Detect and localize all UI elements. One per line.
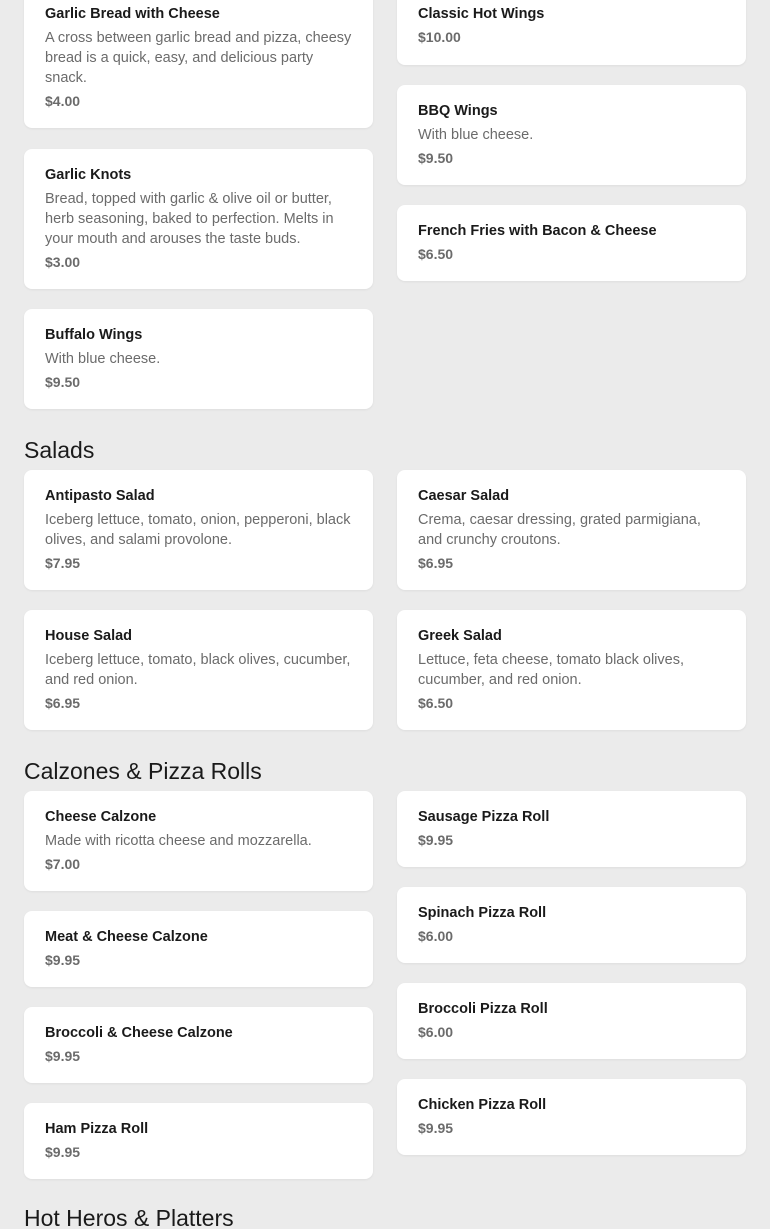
menu-item-price: $9.50 (418, 150, 454, 166)
menu-item-price: $9.95 (45, 1144, 81, 1160)
menu-item-price: $9.50 (45, 374, 81, 390)
menu-item-price: $6.50 (418, 695, 454, 711)
menu-item-card[interactable] (397, 85, 746, 185)
menu-item-name: Broccoli & Cheese Calzone (45, 1025, 233, 1041)
menu-item-price: $6.50 (418, 246, 454, 262)
menu-item-card[interactable] (24, 791, 373, 891)
menu-item-card[interactable] (24, 1007, 373, 1083)
menu-item-card[interactable] (24, 309, 373, 409)
menu-item-price: $3.00 (45, 254, 81, 270)
menu-item-price: $9.95 (45, 1048, 81, 1064)
menu-item-card[interactable] (397, 983, 746, 1059)
menu-item-name: Garlic Bread with Cheese (45, 6, 220, 22)
menu-item-name: Caesar Salad (418, 488, 510, 504)
menu-item-name: Classic Hot Wings (418, 6, 545, 22)
menu-item-description: With blue cheese. (45, 351, 161, 367)
menu-item-name: Garlic Knots (45, 167, 132, 183)
menu-item-description: Lettuce, feta cheese, tomato black olives, cucumber, and red onion. (418, 652, 684, 688)
menu-item-card[interactable] (397, 610, 746, 730)
menu-item-name: Meat & Cheese Calzone (45, 929, 208, 945)
menu-item-card[interactable] (24, 470, 373, 590)
menu-item-name: Antipasto Salad (45, 488, 155, 504)
menu-item-name: Chicken Pizza Roll (418, 1097, 547, 1113)
menu-item-name: BBQ Wings (418, 103, 498, 119)
section-title-salads: Salads (24, 437, 95, 463)
menu-item-card[interactable] (24, 149, 373, 289)
menu-item-price: $4.00 (45, 93, 81, 109)
menu-item-card[interactable] (397, 0, 746, 65)
menu-item-price: $9.95 (45, 952, 81, 968)
menu-item-price: $6.00 (418, 928, 454, 944)
menu-item-card[interactable] (24, 911, 373, 987)
menu-item-description: Crema, caesar dressing, grated parmigiana, and crunchy croutons. (418, 512, 701, 548)
menu-item-name: Spinach Pizza Roll (418, 905, 547, 921)
menu-item-description: Iceberg lettuce, tomato, onion, pepperoni, black olives, and salami provolone. (45, 512, 351, 548)
menu-item-card[interactable] (24, 610, 373, 730)
menu-item-description: A cross between garlic bread and pizza, cheesy bread is a quick, easy, and delicious party snack. (45, 30, 352, 86)
menu-item-price: $9.95 (418, 832, 454, 848)
menu-item-price: $6.95 (45, 695, 81, 711)
menu-item-price: $10.00 (418, 29, 461, 45)
menu-item-name: Sausage Pizza Roll (418, 809, 550, 825)
menu-item-price: $7.00 (45, 856, 81, 872)
menu-item-description: With blue cheese. (418, 127, 534, 143)
menu-item-name: Greek Salad (418, 628, 502, 644)
menu-item-card[interactable] (397, 470, 746, 590)
menu-item-card[interactable] (397, 205, 746, 281)
menu-item-name: Cheese Calzone (45, 809, 157, 825)
menu-item-description: Iceberg lettuce, tomato, black olives, cucumber, and red onion. (45, 652, 351, 688)
menu-item-name: Ham Pizza Roll (45, 1121, 149, 1137)
menu-item-card[interactable] (24, 0, 373, 128)
menu-item-name: Broccoli Pizza Roll (418, 1001, 548, 1017)
menu-item-price: $6.95 (418, 555, 454, 571)
menu-item-name: Buffalo Wings (45, 327, 143, 343)
menu-item-price: $6.00 (418, 1024, 454, 1040)
menu-item-price: $7.95 (45, 555, 81, 571)
menu-item-price: $9.95 (418, 1120, 454, 1136)
menu-item-name: House Salad (45, 628, 133, 644)
menu-item-card[interactable] (397, 1079, 746, 1155)
menu-item-card[interactable] (24, 1103, 373, 1179)
menu-item-description: Bread, topped with garlic & olive oil or butter, herb seasoning, baked to perfection. Melts in your mouth and arouses the taste buds. (45, 191, 334, 247)
menu-item-name: French Fries with Bacon & Cheese (418, 223, 657, 239)
menu-item-description: Made with ricotta cheese and mozzarella. (45, 833, 312, 849)
menu-item-card[interactable] (397, 791, 746, 867)
section-title-heros: Hot Heros & Platters (24, 1205, 234, 1229)
menu-item-card[interactable] (397, 887, 746, 963)
section-title-calzones: Calzones & Pizza Rolls (24, 758, 262, 784)
